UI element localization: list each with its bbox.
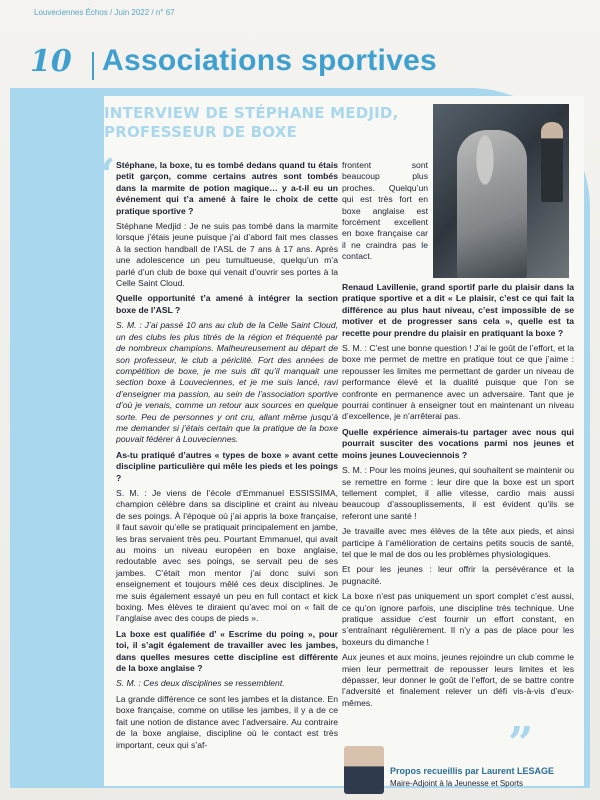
interview-title (104, 104, 424, 142)
answer-6-p4: La boxe n’est pas uniquement un sport complet c’est aussi, ce qu’on ignore parfois, une discipline très technique. Une pratique assidue c’est fournir un effort constant, en s’entraînant régulièrement. Il n’y a pas de place pour les boxeurs du dimanche ! (342, 591, 574, 647)
interview-title-line2: PROFESSEUR DE BOXE (104, 123, 297, 141)
close-quote-icon: ” (508, 718, 534, 769)
answer-2: S. M. : J’ai passé 10 ans au club de la Celle Saint Cloud, un des clubs les plus titrés de la région et fréquenté par de nombreux champions. Malheureusement au départ de son professeur, le club a périclité. Fort des années de compétition de boxe, je me suis dit qu’il manquait une section boxe à Louveciennes, et je me suis lancé, ravi d’enseigner ma passion, au sein de l’association sportive d’où je venais, comme un retour aux sources en quelque sorte. Peu de personnes y ont cru, allant même jusqu’à me demander si j’étais certain que la pratique de la boxe pouvait fédérer à Louveciennes. (116, 320, 338, 445)
column-right-top (342, 160, 428, 267)
boxer-photo (433, 104, 569, 278)
answer-4-body: La grande différence ce sont les jambes et la distance. En boxe française, comme on utilise les jambes, il y a de ce fait une notion de distance avec l’adversaire. Au contraire de la boxe anglaise, discipline où le contact est très important, ceux qui s’af- (116, 693, 338, 750)
question-6: Quelle expérience aimerais-tu partager avec nous qui pourrait susciter des vocations parmi nos jeunes et moins jeunes Louveciennois ? (342, 426, 574, 460)
byline-author: Propos recueillis par Laurent LESAGE (390, 766, 555, 776)
background-person (541, 122, 563, 202)
question-5: Renaud Lavillenie, grand sportif parle du plaisir dans la pratique sportive et a dit « Le plaisir, c’est ce qui fait la différence au plus haut niveau, c’est impossible de se motiver et de progresser sans cela », quelle est ta recette pour prendre du plaisir en pratiquant la boxe ? (342, 282, 574, 338)
section-number: 10 (30, 44, 72, 79)
answer-3: S. M. : Je viens de l’école d’Emmanuel ESSISSIMA, champion célèbre dans sa discipline et craint au niveau de ses poings. À l’époque où j’ai appris la boxe française, il faut savoir qu’elle se pratiquait principalement en jambe, les bras servaient très peu. Pourtant Emmanuel, qui avait au moins un niveau européen en boxe anglaise, redoutable avec ses poings, se servait peu de ses jambes. C’était mon mentor j’ai donc suivi son enseignement et toujours mêlé ces deux disciplines. Je me suis également essayé un peu en full contact et kick boxing. Mes élèves te diraient qu’avec moi on « fait de l’anglaise avec des coups de pieds ». (116, 487, 338, 624)
question-3: As-tu pratiqué d’autres « types de boxe » avant cette discipline particulière qui mêle les pieds et les poings ? (116, 449, 338, 483)
interview-title-line1: INTERVIEW DE STÉPHANE MEDJID, (104, 104, 399, 122)
section-title: Associations sportives (102, 44, 438, 77)
author-avatar (344, 746, 384, 794)
question-2: Quelle opportunité t’a amené à intégrer la section boxe de l’ASL ? (116, 293, 338, 315)
open-quote-icon: “ (90, 150, 116, 201)
section-separator (92, 52, 94, 80)
answer-6-p3: Et pour les jeunes : leur offrir la persévérance et la pugnacité. (342, 564, 574, 586)
answer-6-p5: Aux jeunes et aux moins, jeunes rejoindre un club comme le mien leur permettrait de repousser leurs limites et les dépasser, leur donner le goût de l’effort, de se battre contre l’adversité et finalement relever un défi vis-à-vis d’eux-mêmes. (342, 652, 574, 708)
running-head: Louveciennes Échos / Juin 2022 / n° 67 (34, 8, 175, 17)
answer-4-continued: frontent sont beaucoup plus proches. Quelqu’un qui est très fort en boxe anglaise est forcément excellent en boxe française car il ne craindra pas le contact. (342, 160, 428, 262)
answer-4-lead: S. M. : Ces deux disciplines se ressemblent. (116, 678, 285, 689)
question-4: La boxe est qualifiée d’ « Escrime du poing », pour toi, il s’agit également de travailler avec les jambes, dans quelles mesures cette discipline est différente de la boxe anglaise ? (116, 628, 338, 674)
intro-answer: Stéphane Medjid : Je ne suis pas tombé dans la marmite lorsque j’étais jeune puisque j’ai d’abord fait mes classes à la section handball de l’ASL de 7 ans à 17 ans. Après une adolescence un peu tumultueuse, quelqu’un m’a parlé d’un club de boxe qui venait d’ouvrir ses portes à la Celle Saint Cloud. (116, 221, 338, 289)
answer-5: S. M. : C’est une bonne question ! J’ai le goût de l’effort, et la boxe me permet de mettre en pratique tout ce que j’aime : repousser les limites me permettant de garder un niveau de performance élevé et la dualité puisque que l’on se confronte en permanence avec un adversaire. Tant que je pourrai continuer à enseigner tout en maintenant un niveau d’excellence, je n’arrêterai pas. (342, 343, 574, 422)
column-right (342, 282, 574, 713)
column-left (116, 160, 338, 755)
boxer-figure (457, 130, 527, 278)
answer-6-p2: Je travaille avec mes élèves de la tête aux pieds, et ainsi participe à l’amélioration de certains petits soucis de santé, tel que le mal de dos ou les problèmes physiologiques. (342, 526, 574, 559)
byline-role: Maire-Adjoint à la Jeunesse et Sports (390, 779, 523, 788)
answer-6-p1: S. M. : Pour les moins jeunes, qui souhaitent se maintenir ou se remettre en forme : leur dire que la boxe est un sport tellement complet, il allie vitesse, cardio mais aussi beaucoup d’assouplissements, il est évident qu’ils se referont une santé ! (342, 465, 574, 521)
intro-question: Stéphane, la boxe, tu es tombé dedans quand tu étais petit garçon, comme certains autres sont tombés dans la marmite de potion magique… y a-t-il eu un événement qui t’a amené à faire le choix de cette pratique sportive ? (116, 160, 338, 216)
